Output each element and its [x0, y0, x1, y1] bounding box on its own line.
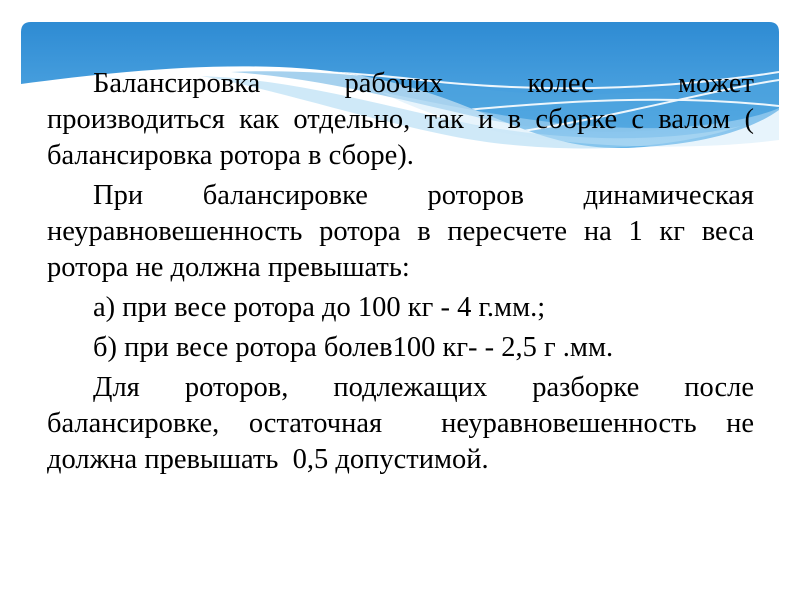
- text-line: Для роторов, подлежащих разборке после: [93, 372, 754, 403]
- text-line: б) при весе ротора болев100 кг- - 2,5 г .мм.: [93, 332, 614, 363]
- text-line: ротора не должна превышать:: [47, 252, 410, 283]
- paragraph: [47, 370, 754, 478]
- paragraph: [47, 178, 754, 286]
- text-line: должна превышать 0,5 допустимой.: [47, 444, 489, 475]
- text-line: балансировке, остаточная неуравновешенность не: [47, 408, 754, 439]
- paragraph: [47, 290, 754, 326]
- paragraph: [47, 330, 754, 366]
- slide-text: [47, 66, 754, 478]
- text-line: балансировка ротора в сборе).: [47, 140, 414, 171]
- text-line: При балансировке роторов динамическая: [93, 180, 754, 211]
- text-line: а) при весе ротора до 100 кг - 4 г.мм.;: [93, 292, 546, 323]
- text-line: неуравновешенность ротора в пересчете на 1 кг веса: [47, 216, 754, 247]
- text-line: производиться как отдельно, так и в сборке с валом (: [47, 104, 754, 135]
- text-line: Балансировка рабочих колес может: [93, 68, 754, 99]
- paragraph: [47, 66, 754, 174]
